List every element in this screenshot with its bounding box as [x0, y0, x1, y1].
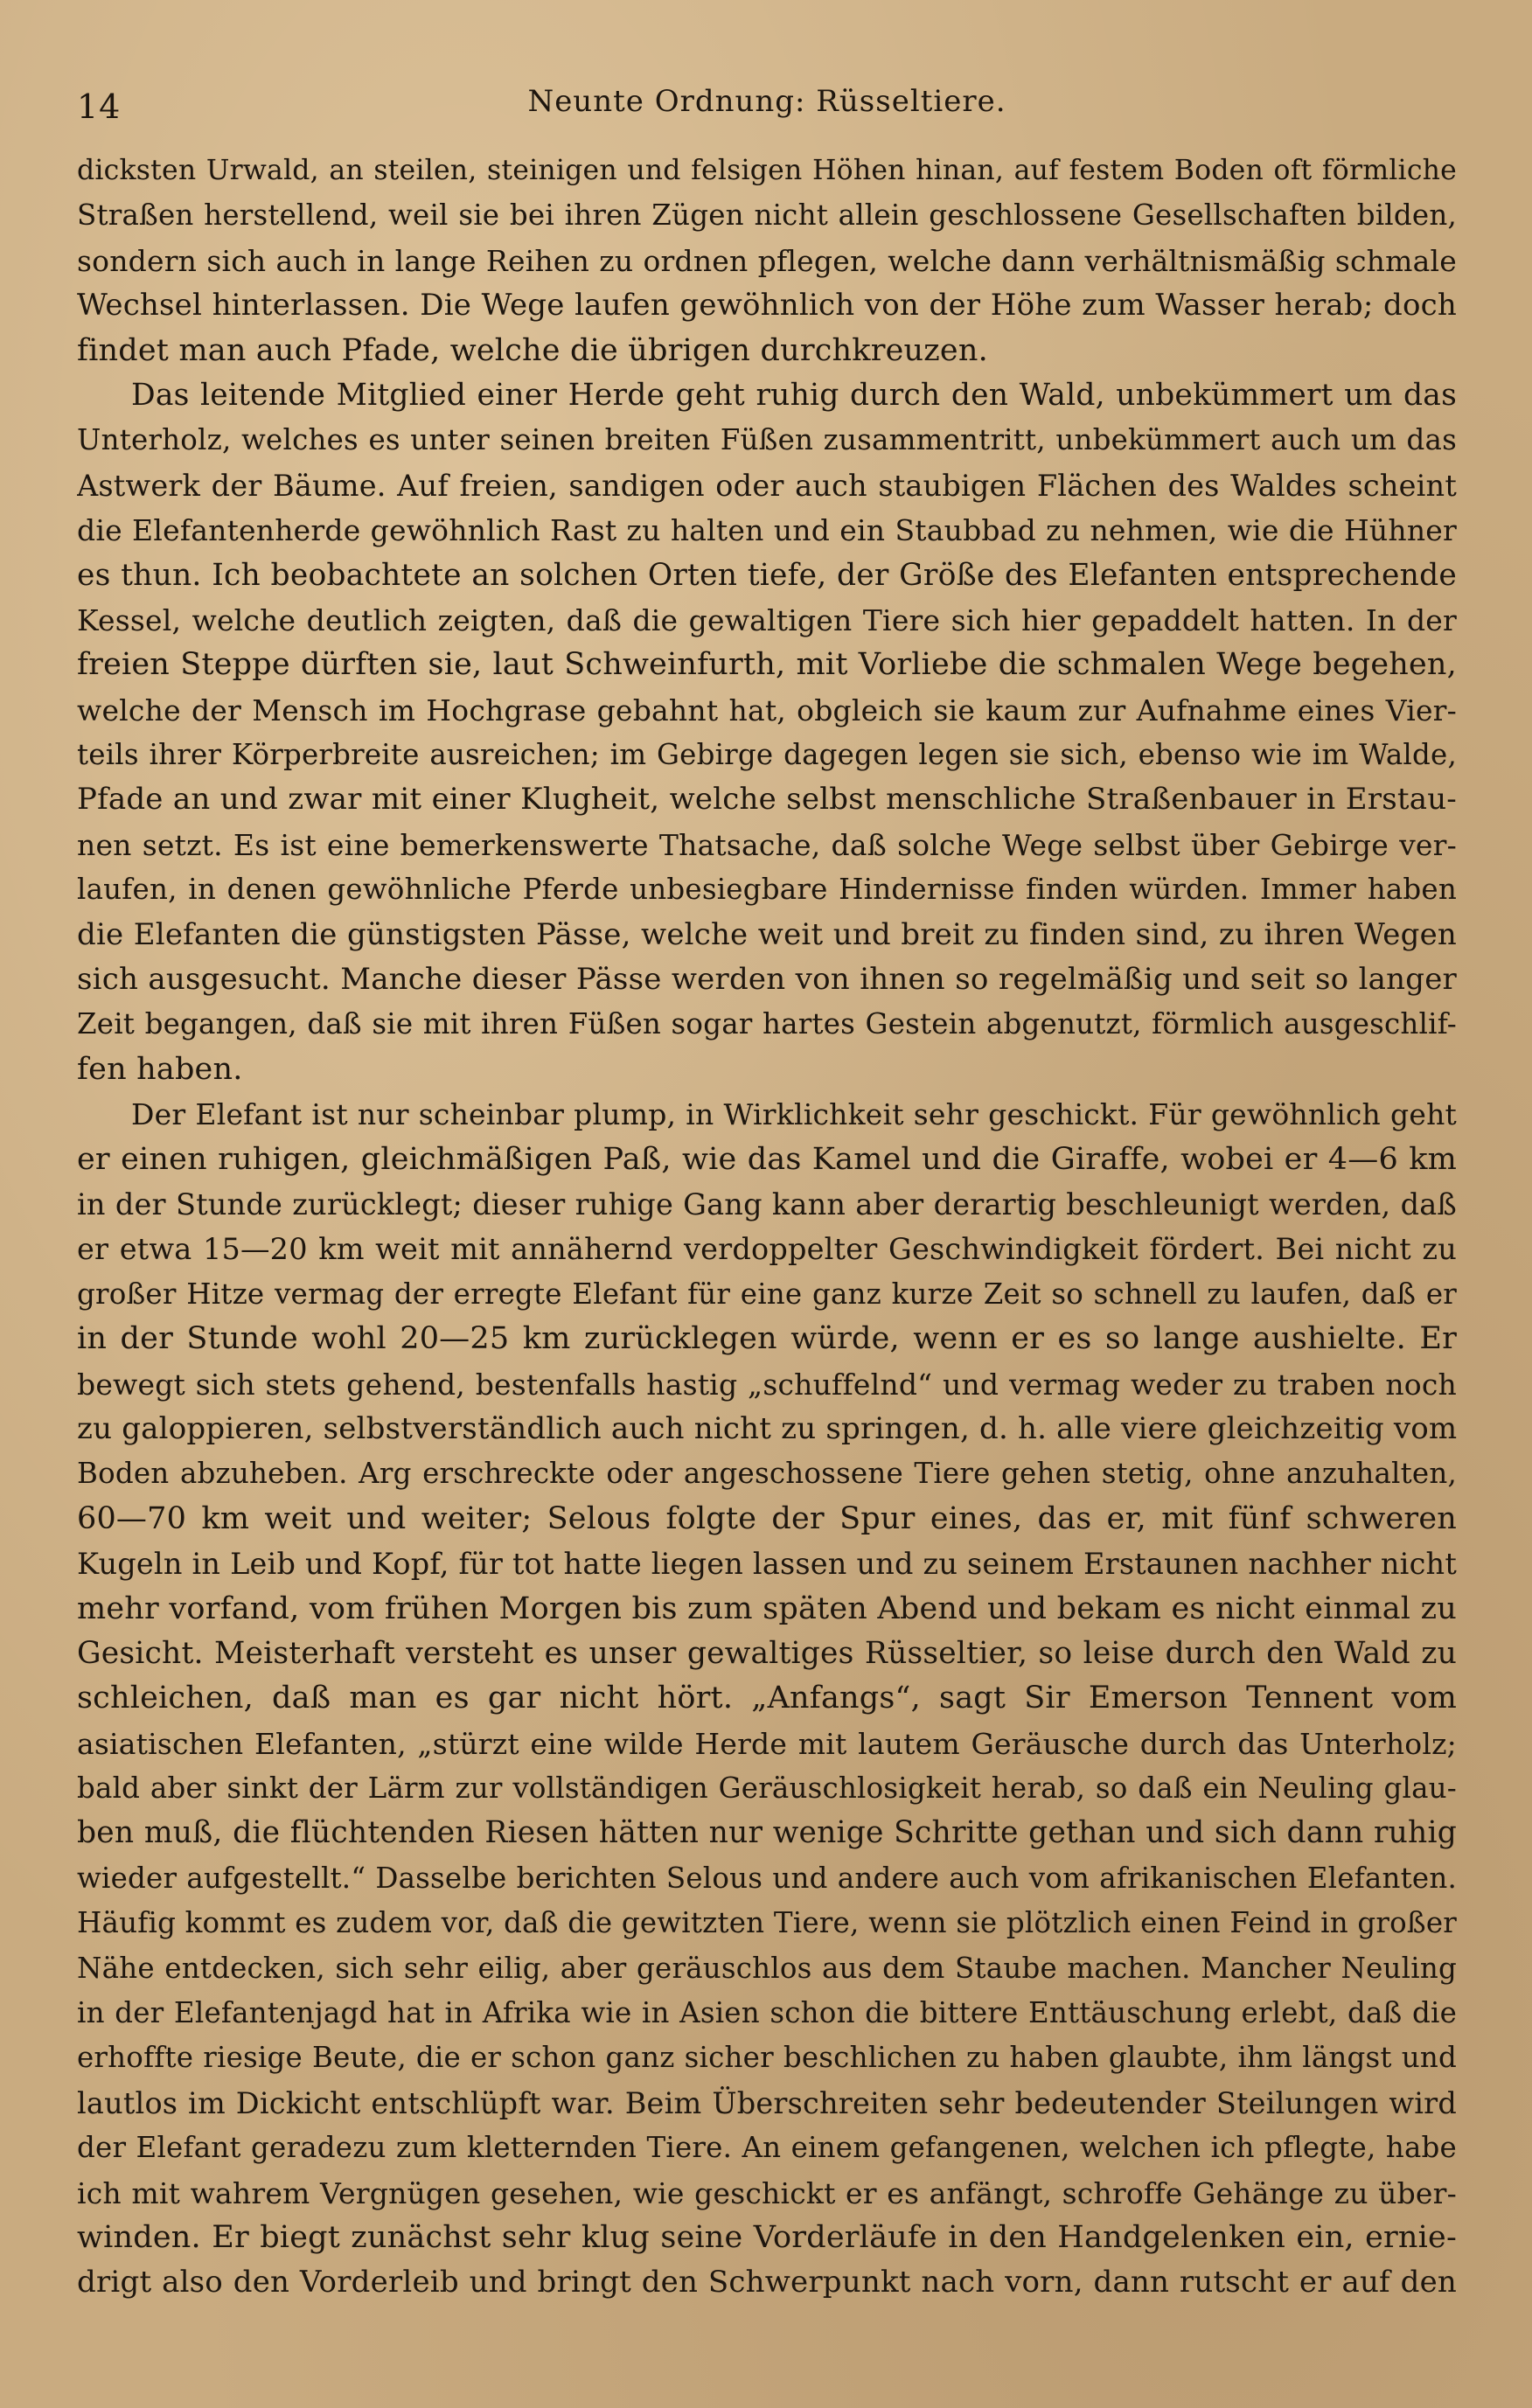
- text-line: Wechsel hinterlassen. Die Wege laufen gewöhnlich von der Höhe zum Wasser herab; doch: [77, 288, 1457, 324]
- text-line: er einen ruhigen, gleichmäßigen Paß, wie das Kamel und die Giraffe, wobei er 4—6 km: [77, 1141, 1457, 1177]
- text-line: die Elefantenherde gewöhnlich Rast zu halten und ein Staubbad zu nehmen, wie die Hühner: [77, 513, 1457, 548]
- text-line: dicksten Urwald, an steilen, steinigen und felsigen Höhen hinan, auf festem Boden oft förmliche: [77, 155, 1457, 186]
- text-line: Astwerk der Bäume. Auf freien, sandigen oder auch staubigen Flächen des Waldes scheint: [77, 468, 1457, 503]
- text-line: wieder aufgestellt.“ Dasselbe berichten Selous und andere auch vom afrikanischen Elefanten.: [77, 1861, 1457, 1895]
- text-line: mehr vorfand, vom frühen Morgen bis zum späten Abend und bekam es nicht einmal zu: [77, 1590, 1457, 1626]
- text-line: sich ausgesucht. Manche dieser Pässe werden von ihnen so regelmäßig und seit so langer: [77, 962, 1457, 998]
- text-line: winden. Er biegt zunächst sehr klug seine Vorderläufe in den Handgelenken ein, ernie-: [77, 2219, 1457, 2255]
- text-line: der Elefant geradezu zum kletternden Tiere. An einem gefangenen, welchen ich pflegte, habe: [77, 2131, 1457, 2165]
- text-line: in der Stunde zurücklegt; dieser ruhige Gang kann aber derartig beschleunigt werden, daß: [77, 1187, 1457, 1221]
- text-line: sondern sich auch in lange Reihen zu ordnen pflegen, welche dann verhältnismäßig schmale: [77, 243, 1457, 278]
- page-header: [77, 84, 1457, 136]
- text-line: fen haben.: [77, 1051, 243, 1087]
- text-line: in der Elefantenjagd hat in Afrika wie in Asien schon die bittere Enttäuschung erlebt, daß die: [77, 1996, 1457, 2030]
- text-line: Straßen herstellend, weil sie bei ihren Zügen nicht allein geschlossene Gesellschaften bilden,: [77, 198, 1457, 233]
- text-line: Das leitende Mitglied einer Herde geht ruhig durch den Wald, unbekümmert um das: [131, 377, 1457, 413]
- text-line: findet man auch Pfade, welche die übrigen durchkreuzen.: [77, 332, 988, 368]
- text-line: es thun. Ich beobachtete an solchen Orten tiefe, der Größe des Elefanten entsprechende: [77, 557, 1457, 593]
- text-line: Gesicht. Meisterhaft versteht es unser gewaltiges Rüsseltier, so leise durch den Wald zu: [77, 1635, 1457, 1671]
- text-line: laufen, in denen gewöhnliche Pferde unbesiegbare Hindernisse finden würden. Immer haben: [77, 873, 1457, 907]
- text-line: Nähe entdecken, sich sehr eilig, aber geräuschlos aus dem Staube machen. Mancher Neuling: [77, 1951, 1457, 1985]
- text-line: drigt also den Vorderleib und bringt den Schwerpunkt nach vorn, dann rutscht er auf den: [77, 2265, 1457, 2300]
- text-line: er etwa 15—20 km weit mit annähernd verdoppelter Geschwindigkeit fördert. Bei nicht zu: [77, 1232, 1457, 1267]
- text-line: bald aber sinkt der Lärm zur vollständigen Geräuschlosigkeit herab, so daß ein Neuling glau-: [77, 1771, 1457, 1806]
- text-line: bewegt sich stets gehend, bestenfalls hastig „schuffelnd“ und vermag weder zu traben noch: [77, 1367, 1457, 1402]
- text-line: Boden abzuheben. Arg erschreckte oder angeschossene Tiere gehen stetig, ohne anzuhalten,: [77, 1457, 1457, 1491]
- text-line: ich mit wahrem Vergnügen gesehen, wie geschickt er es anfängt, schroffe Gehänge zu über-: [77, 2175, 1457, 2210]
- text-line: großer Hitze vermag der erregte Elefant für eine ganz kurze Zeit so schnell zu laufen, daß er: [77, 1277, 1457, 1311]
- text-line: welche der Mensch im Hochgrase gebahnt hat, obgleich sie kaum zur Aufnahme eines Vier-: [77, 692, 1457, 727]
- text-line: Der Elefant ist nur scheinbar plump, in Wirklichkeit sehr geschickt. Für gewöhnlich geht: [131, 1097, 1457, 1132]
- text-line: Kugeln in Leib und Kopf, für tot hatte liegen lassen und zu seinem Erstaunen nachher nicht: [77, 1547, 1457, 1582]
- text-line: freien Steppe dürften sie, laut Schweinfurth, mit Vorliebe die schmalen Wege begehen,: [77, 647, 1457, 683]
- page-number: 14: [77, 87, 122, 126]
- body-text: [77, 149, 1457, 2306]
- text-line: asiatischen Elefanten, „stürzt eine wilde Herde mit lautem Geräusche durch das Unterholz;: [77, 1726, 1457, 1761]
- text-line: Kessel, welche deutlich zeigten, daß die gewaltigen Tiere sich hier gepaddelt hatten. In der: [77, 602, 1457, 637]
- text-line: lautlos im Dickicht entschlüpft war. Beim Überschreiten sehr bedeutender Steilungen wird: [77, 2085, 1457, 2120]
- text-line: 60—70 km weit und weiter; Selous folgte der Spur eines, das er, mit fünf schweren: [77, 1500, 1457, 1536]
- running-head: Neunte Ordnung: Rüsseltiere.: [527, 84, 1006, 119]
- text-line: in der Stunde wohl 20—25 km zurücklegen würde, wenn er es so lange aushielte. Er: [77, 1321, 1457, 1357]
- text-line: erhoffte riesige Beute, die er schon ganz sicher beschlichen zu haben glaubte, ihm längst und: [77, 2041, 1457, 2075]
- text-line: Zeit begangen, daß sie mit ihren Füßen sogar hartes Gestein abgenutzt, förmlich ausgeschlif-: [77, 1007, 1457, 1041]
- text-line: nen setzt. Es ist eine bemerkenswerte Thatsache, daß solche Wege selbst über Gebirge ver-: [77, 827, 1457, 862]
- text-line: zu galoppieren, selbstverständlich auch nicht zu springen, d. h. alle viere gleichzeitig vom: [77, 1410, 1457, 1446]
- text-line: ben muß, die flüchtenden Riesen hätten nur wenige Schritte gethan und sich dann ruhig: [77, 1815, 1457, 1851]
- text-line: teils ihrer Körperbreite ausreichen; im Gebirge dagegen legen sie sich, ebenso wie im Walde,: [77, 738, 1457, 772]
- text-line: die Elefanten die günstigsten Pässe, welche weit und breit zu finden sind, zu ihren Wegen: [77, 916, 1457, 952]
- text-line: Pfade an und zwar mit einer Klugheit, welche selbst menschliche Straßenbauer in Erstau-: [77, 782, 1457, 818]
- text-line: schleichen, daß man es gar nicht hört. „Anfangs“, sagt Sir Emerson Tennent vom: [77, 1681, 1457, 1716]
- text-line: Unterholz, welches es unter seinen breiten Füßen zusammentritt, unbekümmert auch um das: [77, 423, 1457, 457]
- text-line: Häufig kommt es zudem vor, daß die gewitzten Tiere, wenn sie plötzlich einen Feind in großer: [77, 1906, 1457, 1940]
